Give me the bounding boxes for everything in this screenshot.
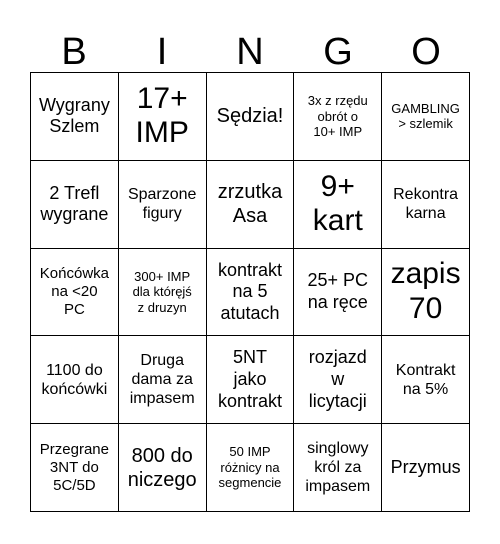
- bingo-cell[interactable]: Sparzone figury: [119, 161, 207, 249]
- bingo-cell[interactable]: rozjazd w licytacji: [294, 336, 382, 424]
- bingo-cell[interactable]: Kontrakt na 5%: [382, 336, 470, 424]
- bingo-cell[interactable]: zapis 70: [382, 249, 470, 337]
- bingo-cell[interactable]: zrzutka Asa: [207, 161, 295, 249]
- header-letter-i: I: [156, 30, 168, 73]
- bingo-cell[interactable]: Rekontra karna: [382, 161, 470, 249]
- header-letter-b: B: [61, 30, 87, 73]
- bingo-cell[interactable]: 800 do niczego: [119, 424, 207, 512]
- header-letter-g: G: [323, 30, 353, 73]
- bingo-cell[interactable]: Wygrany Szlem: [31, 73, 119, 161]
- bingo-grid: [30, 72, 470, 512]
- bingo-cell[interactable]: 3x z rzędu obrót o 10+ IMP: [294, 73, 382, 161]
- header-letter-n: N: [236, 30, 264, 73]
- bingo-cell[interactable]: 50 IMP różnicy na segmencie: [207, 424, 295, 512]
- bingo-cell[interactable]: Przymus: [382, 424, 470, 512]
- header-letter-o: O: [411, 30, 441, 73]
- bingo-cell[interactable]: singlowy król za impasem: [294, 424, 382, 512]
- bingo-cell[interactable]: 300+ IMP dla któręjś z druzyn: [119, 249, 207, 337]
- bingo-cell[interactable]: 17+ IMP: [119, 73, 207, 161]
- bingo-cell[interactable]: 25+ PC na ręce: [294, 249, 382, 337]
- bingo-cell[interactable]: 2 Trefl wygrane: [31, 161, 119, 249]
- bingo-cell[interactable]: GAMBLING > szlemik: [382, 73, 470, 161]
- bingo-cell[interactable]: Sędzia!: [207, 73, 295, 161]
- bingo-cell[interactable]: Przegrane 3NT do 5C/5D: [31, 424, 119, 512]
- bingo-cell[interactable]: Druga dama za impasem: [119, 336, 207, 424]
- bingo-cell[interactable]: Końcówka na <20 PC: [31, 249, 119, 337]
- bingo-cell[interactable]: kontrakt na 5 atutach: [207, 249, 295, 337]
- bingo-cell[interactable]: 1100 do końcówki: [31, 336, 119, 424]
- bingo-cell[interactable]: 9+ kart: [294, 161, 382, 249]
- bingo-cell[interactable]: 5NT jako kontrakt: [207, 336, 295, 424]
